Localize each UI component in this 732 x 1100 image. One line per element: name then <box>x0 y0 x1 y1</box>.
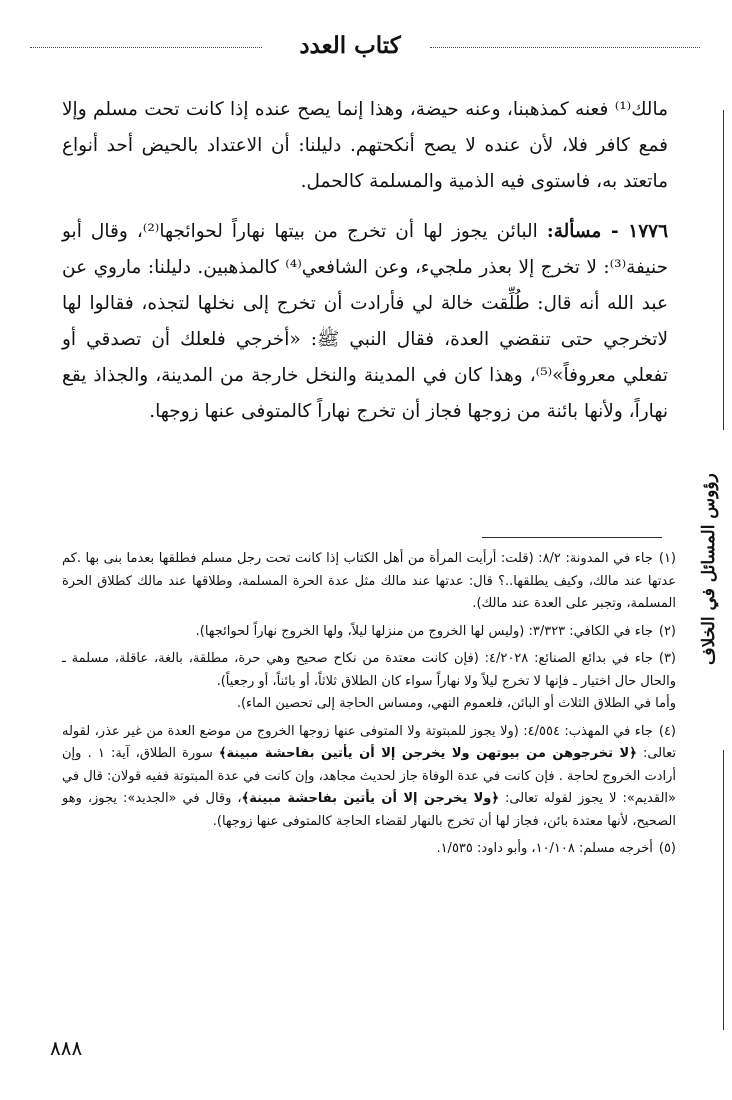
running-header <box>30 30 700 64</box>
side-rule-bottom <box>723 750 724 1030</box>
footnote-number: (٣) <box>658 651 676 666</box>
chapter-title: كتاب العدد <box>299 32 401 59</box>
side-rule-top <box>723 110 724 430</box>
footnote-text: جاء في بدائع الصنائع: ٤/٢٠٢٨: (فإن كانت معتدة من نكاح صحيح وهي حرة، مطلقة، بالغة، عاقلة، مسلمة ـ والحال حال اختيار ـ فإنها لا تخرج ليلاً ولا نهاراً سواء كان الطلاق ثلاثاً، أو بائناً، أو رجعياً). <box>62 651 676 689</box>
footnote-3 <box>62 648 676 716</box>
footnote-number: (٥) <box>658 841 676 856</box>
footnote-text-continued: وأما في الطلاق الثلاث أو البائن، فلعموم النهي، ومساس الحاجة إلى تحصين الماء). <box>236 696 676 711</box>
footnote-text: أخرجه مسلم: ١٠/١٠٨، وأبو داود: ١/٥٣٥. <box>436 841 653 856</box>
paragraph-issue-1776 <box>62 214 668 430</box>
footnote-text: ، وقال في «الجديد»: يجوز، وهو الصحيح، لأنها معتدة بائن، فجاز لها أن تخرج بالنهار لقضاء الحاجة كالمتوفى عنها زوجها). <box>62 791 676 829</box>
issue-heading: ١٧٧٦ - مسألة: <box>546 221 669 242</box>
footnote-5 <box>62 838 676 861</box>
footnote-number: (٤) <box>658 723 676 739</box>
footnote-1 <box>62 548 676 616</box>
main-text <box>62 92 668 444</box>
footnote-text: جاء في المدونة: ٨/٢: (قلت: أرأيت المرأة من أهل الكتاب إذا كانت تحت رجل مسلم فطلقها بعدما بنى بها .كم عدتها عند مالك، وكيف يطلقها..؟ قال: عدتها عند مالك مثل عدة الحرة المسلمة، وطلاقها عند مالك كطلاق الحرة المسلمة، وتجبر على العدة عند مالك). <box>62 551 676 611</box>
footnote-2 <box>62 621 676 644</box>
quran-verse: ﴿ولا يخرجن إلا أن يأتين بفاحشة مبينة﴾ <box>241 791 499 806</box>
footnote-separator <box>482 537 662 538</box>
footnote-text: جاء في المهذب: ٤/٥٥٤: (ولا يجوز للمبتوتة ولا المتوفى عنها زوجها الخروج من موضع العدة من غير عذر، لقوله تعالى: <box>62 723 676 761</box>
footnote-4 <box>62 721 676 834</box>
quran-verse: ﴿لا تخرجوهن من بيوتهن ولا يخرجن إلا أن يأتين بفاحشة مبينة﴾ <box>218 746 637 761</box>
paragraph-continued: مالك⁽¹⁾ فعنه كمذهبنا، وعنه حيضة، وهذا إنما يصح عنده إذا كانت تحت مسلم وإلا فمع كافر فلا، لأن عنده لا يصح أنكحتهم. دليلنا: أن الاعتداد بالحيض أحد أنواع ماتعتد به، فاستوى فيه الذمية والمسلمة كالحمل. <box>62 99 668 192</box>
issue-body: البائن يجوز لها أن تخرج من بيتها نهاراً لحوائجها⁽²⁾، وقال أبو حنيفة⁽³⁾: لا تخرج إلا بعذر ملجيء، وعن الشافعي⁽⁴⁾ كالمذهبين. دليلنا: ماروي عن عبد الله أنه قال: طُلِّقت خالة لي فأرادت أن تخرج إلى نخلها لتجذه، فقالوا لها لاتخرجي حتى تنقضي العدة، فقال النبي ﷺ: «أخرجي فلعلك أن تصدقي أو تفعلي معروفاً»⁽⁵⁾، وهذا كان في المدينة والنخل خارجة من المدينة، والجذاذ يقع نهاراً، ولأنها بائنة من زوجها فجاز أن تخرج نهاراً كالمتوفى عنها زوجها. <box>62 221 668 422</box>
side-running-title <box>699 110 732 1050</box>
footnotes <box>62 548 676 866</box>
footnote-text: سورة الطلاق، آية: ١ . وإن أرادت الخروج لحاجة . فإن كانت في عدة الوفاة جاز لحديث مجاهد، وإن كانت في عدة المبتوتة ففيه قولان: قال في «القديم»: لا يجوز لقوله تعالى: <box>62 746 676 806</box>
footnote-number: (١) <box>658 551 676 566</box>
header-rule-left <box>30 47 262 48</box>
page-number: ٨٨٨ <box>50 1036 83 1060</box>
footnote-text: جاء في الكافي: ٣/٣٢٣: (وليس لها الخروج من منزلها ليلاً، ولها الخروج نهاراً لحوائجها). <box>195 623 653 639</box>
footnote-number: (٢) <box>658 623 676 639</box>
book-title-vertical: رؤوس المسائل في الخلاف <box>699 473 719 665</box>
header-rule-right <box>430 47 700 48</box>
